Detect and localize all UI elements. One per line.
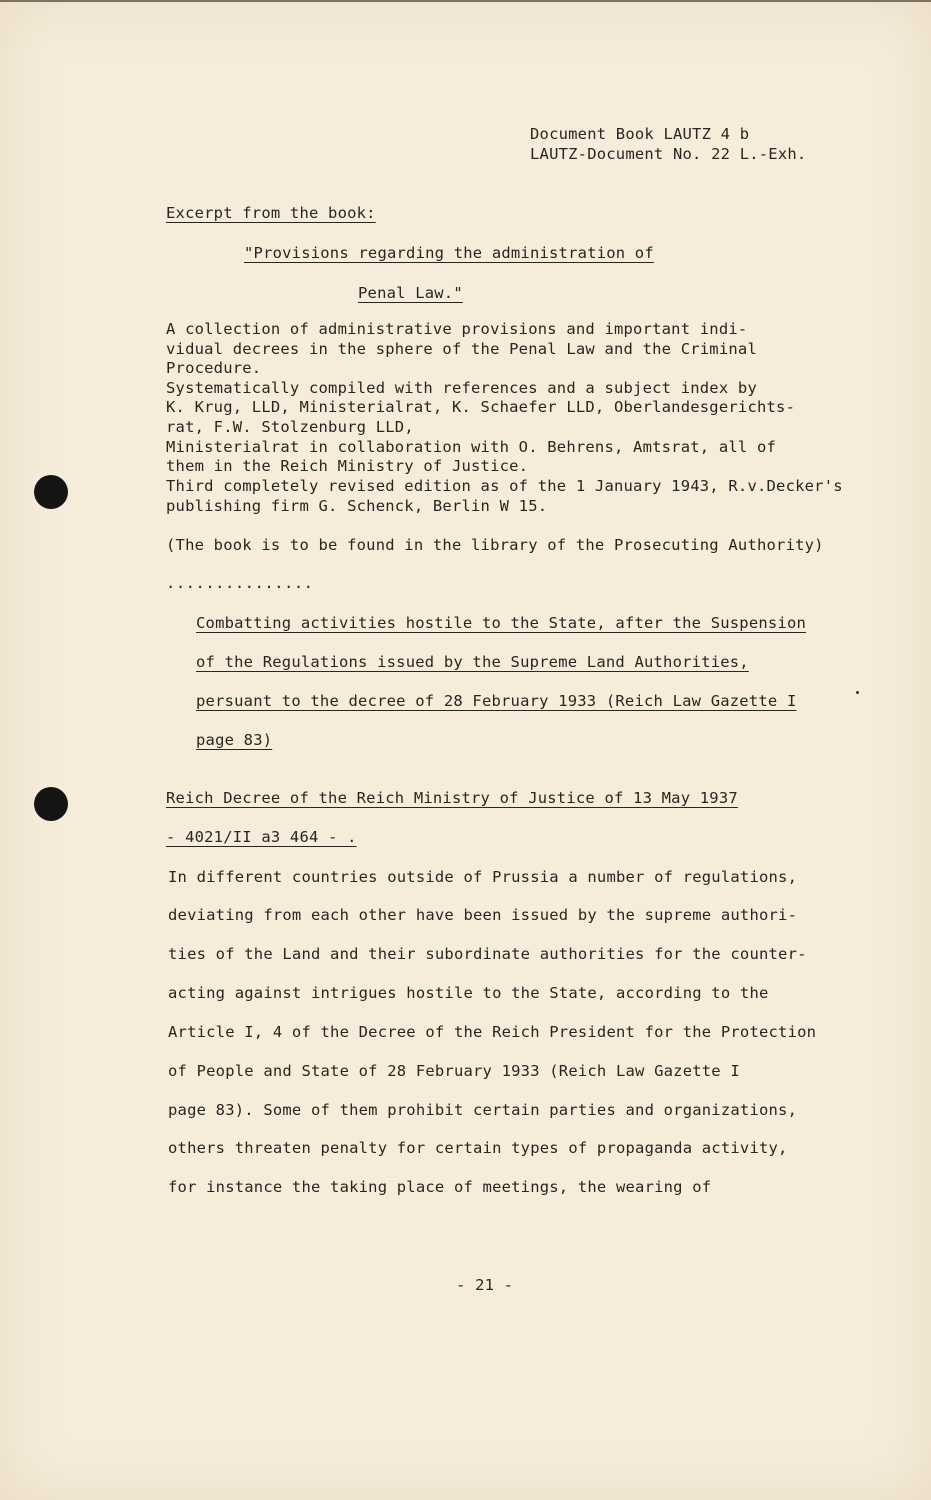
section-heading-line: persuant to the decree of 28 February 1933 (Reich Law Gazette I [196, 692, 797, 710]
section-heading-line: of the Regulations issued by the Supreme Land Authorities, [196, 653, 749, 671]
decree-title: Reich Decree of the Reich Ministry of Justice of 13 May 1937 [166, 789, 738, 807]
document-book-reference: Document Book LAUTZ 4 b [530, 125, 750, 143]
stray-mark [856, 691, 859, 694]
page-number: - 21 - [456, 1276, 514, 1294]
decree-body-line: page 83). Some of them prohibit certain parties and organizations, [168, 1101, 798, 1119]
decree-body-line: of People and State of 28 February 1933 (Reich Law Gazette I [168, 1062, 740, 1080]
description-line: Third completely revised edition as of the 1 January 1943, R.v.Decker's [166, 477, 843, 495]
description-line: them in the Reich Ministry of Justice. [166, 457, 529, 475]
decree-body-line: ties of the Land and their subordinate authorities for the counter- [168, 945, 807, 963]
excerpt-label: Excerpt from the book: [166, 204, 376, 222]
punch-hole-bottom [34, 787, 68, 821]
description-line: publishing firm G. Schenck, Berlin W 15. [166, 497, 548, 515]
document-number-reference: LAUTZ-Document No. 22 L.-Exh. [530, 145, 807, 163]
decree-body-line: deviating from each other have been issued by the supreme authori- [168, 906, 798, 924]
description-line: K. Krug, LLD, Ministerialrat, K. Schaefer LLD, Oberlandesgerichts- [166, 398, 796, 416]
description-line: Procedure. [166, 359, 262, 377]
book-title-line-1: "Provisions regarding the administration of [244, 244, 654, 262]
library-note: (The book is to be found in the library of the Prosecuting Authority) [166, 536, 824, 554]
book-title-line-2: Penal Law." [358, 284, 463, 302]
decree-body-line: acting against intrigues hostile to the State, according to the [168, 984, 769, 1002]
description-line: rat, F.W. Stolzenburg LLD, [166, 418, 414, 436]
decree-body-line: In different countries outside of Prussia a number of regulations, [168, 868, 798, 886]
description-line: Systematically compiled with references and a subject index by [166, 379, 757, 397]
punch-hole-top [34, 475, 68, 509]
description-line: Ministerialrat in collaboration with O. Behrens, Amtsrat, all of [166, 438, 777, 456]
decree-reference: - 4021/II a3 464 - . [166, 828, 357, 846]
section-heading-line: page 83) [196, 731, 273, 749]
decree-body-line: for instance the taking place of meetings, the wearing of [168, 1178, 712, 1196]
section-heading-line: Combatting activities hostile to the State, after the Suspension [196, 614, 807, 632]
decree-body-line: others threaten penalty for certain types of propaganda activity, [168, 1139, 788, 1157]
decree-body-line: Article I, 4 of the Decree of the Reich President for the Protection [168, 1023, 817, 1041]
dotted-separator: ............... [166, 574, 314, 592]
description-line: vidual decrees in the sphere of the Penal Law and the Criminal [166, 340, 757, 358]
description-line: A collection of administrative provisions and important indi- [166, 320, 748, 338]
